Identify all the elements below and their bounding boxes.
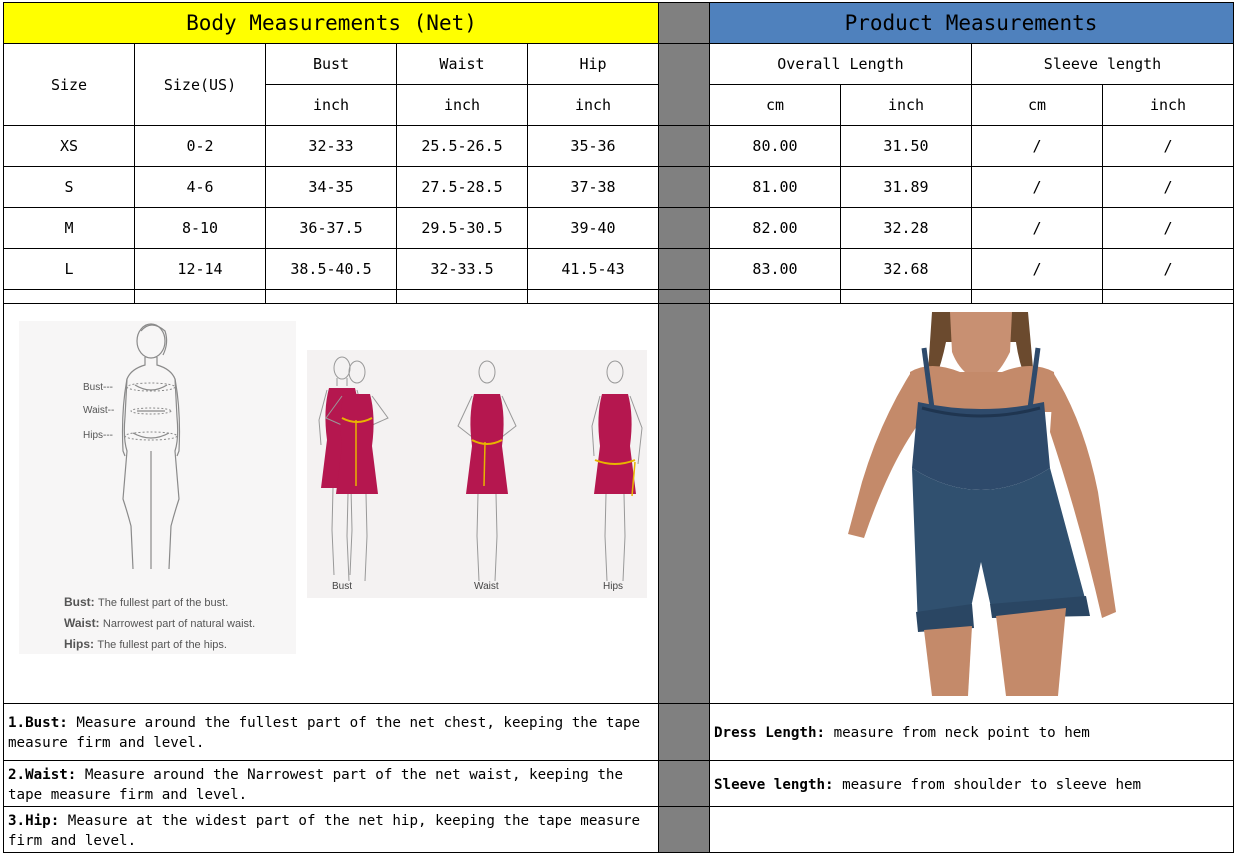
legend-text: Narrowest part of natural waist. xyxy=(102,618,256,630)
figure-caption-bust: Bust xyxy=(332,581,353,592)
body-measure-cell: 25.5-26.5 xyxy=(421,137,503,155)
body-measure-cell: 4-6 xyxy=(186,178,214,196)
note-term: Dress Length: xyxy=(714,725,826,741)
legend-bust xyxy=(64,595,228,609)
product-measure-cell: / xyxy=(1032,219,1042,237)
product-measure-cell: / xyxy=(1032,260,1042,278)
dress-figures-panel xyxy=(307,350,647,598)
product-measure-cell: / xyxy=(1163,219,1173,237)
col-header-waist: Waist xyxy=(439,55,485,73)
product-measure-cell: 82.00 xyxy=(752,219,798,237)
product-measure-cell: 31.50 xyxy=(883,137,929,155)
product-measure-cell: / xyxy=(1163,137,1173,155)
legend-term: Bust: xyxy=(64,595,95,609)
body-measure-cell: 35-36 xyxy=(570,137,616,155)
col-header-bust: Bust xyxy=(312,55,350,73)
note-text: measure from shoulder to sleeve hem xyxy=(833,777,1142,793)
product-measure-cell: / xyxy=(1163,178,1173,196)
dress-figure-hips xyxy=(575,356,655,586)
legend-term: Waist: xyxy=(64,616,100,630)
diagram-label-hips: Hips--- xyxy=(83,430,113,441)
note-dress-length xyxy=(710,723,1233,743)
product-measure-cell: / xyxy=(1163,260,1173,278)
legend-term: Hips: xyxy=(64,637,94,651)
col-header-hip: Hip xyxy=(579,55,607,73)
right-header-title: Product Measurements xyxy=(844,11,1098,35)
unit-length-cm: cm xyxy=(765,96,785,114)
col-header-sleeve-length: Sleeve length xyxy=(1043,55,1162,73)
body-measure-cell: 0-2 xyxy=(186,137,214,155)
body-measure-cell: 8-10 xyxy=(181,219,219,237)
product-measure-cell: 32.68 xyxy=(883,260,929,278)
note-hip xyxy=(4,811,658,851)
note-term: 2.Waist: xyxy=(8,767,77,783)
product-measure-cell: / xyxy=(1032,178,1042,196)
size-cell: XS xyxy=(59,137,79,155)
body-measure-cell: 32-33 xyxy=(308,137,354,155)
product-measure-cell: 83.00 xyxy=(752,260,798,278)
body-measure-cell: 38.5-40.5 xyxy=(290,260,372,278)
col-header-size-us: Size(US) xyxy=(163,75,237,94)
product-photo xyxy=(840,312,1122,696)
body-measure-cell: 39-40 xyxy=(570,219,616,237)
note-term: Sleeve length: xyxy=(714,777,834,793)
note-text: Measure around the Narrowest part of the net waist, keeping the tape measure firm and level. xyxy=(8,767,624,803)
dress-figure-waist xyxy=(447,356,527,586)
denim-romper-illustration xyxy=(840,312,1122,696)
note-text: measure from neck point to hem xyxy=(825,725,1090,741)
body-measure-cell: 41.5-43 xyxy=(561,260,625,278)
note-waist xyxy=(4,765,658,805)
figure-caption-hips: Hips xyxy=(603,581,624,592)
diagram-label-waist: Waist-- xyxy=(83,405,115,416)
size-cell: L xyxy=(64,260,74,278)
legend-text: The fullest part of the hips. xyxy=(97,639,227,651)
unit-length-inch: inch xyxy=(887,96,925,114)
product-measure-cell: / xyxy=(1032,137,1042,155)
diagram-label-bust: Bust--- xyxy=(83,382,113,393)
unit-waist: inch xyxy=(443,96,481,114)
body-measure-cell: 12-14 xyxy=(177,260,223,278)
note-bust xyxy=(4,713,658,753)
legend-waist xyxy=(64,616,255,630)
unit-hip: inch xyxy=(574,96,612,114)
product-measure-cell: 80.00 xyxy=(752,137,798,155)
body-measure-cell: 27.5-28.5 xyxy=(421,178,503,196)
left-header-title: Body Measurements (Net) xyxy=(186,11,477,35)
col-header-size: Size xyxy=(50,75,88,94)
col-header-overall-length: Overall Length xyxy=(777,55,904,73)
unit-sleeve-cm: cm xyxy=(1027,96,1047,114)
body-measure-cell: 34-35 xyxy=(308,178,354,196)
unit-bust: inch xyxy=(312,96,350,114)
size-cell: S xyxy=(64,178,74,196)
note-text: Measure around the fullest part of the net chest, keeping the tape measure firm and level. xyxy=(8,715,641,751)
note-sleeve-length xyxy=(710,775,1233,795)
note-term: 1.Bust: xyxy=(8,715,68,731)
unit-sleeve-inch: inch xyxy=(1149,96,1187,114)
note-text: Measure at the widest part of the net hip, keeping the tape measure firm and level. xyxy=(8,813,641,849)
product-measure-cell: 32.28 xyxy=(883,219,929,237)
figure-caption-waist: Waist xyxy=(474,581,499,592)
body-measure-cell: 32-33.5 xyxy=(430,260,494,278)
body-measure-cell: 37-38 xyxy=(570,178,616,196)
gray-band xyxy=(659,3,709,852)
product-measure-cell: 81.00 xyxy=(752,178,798,196)
body-outline-figure xyxy=(19,321,296,571)
body-diagram-panel xyxy=(19,321,296,654)
size-cell: M xyxy=(64,219,74,237)
body-measure-cell: 36-37.5 xyxy=(299,219,363,237)
legend-text: The fullest part of the bust. xyxy=(98,597,229,609)
dress-figure-bust xyxy=(317,356,397,586)
body-measure-cell: 29.5-30.5 xyxy=(421,219,503,237)
product-measure-cell: 31.89 xyxy=(883,178,929,196)
note-term: 3.Hip: xyxy=(8,813,60,829)
legend-hips xyxy=(64,637,227,651)
